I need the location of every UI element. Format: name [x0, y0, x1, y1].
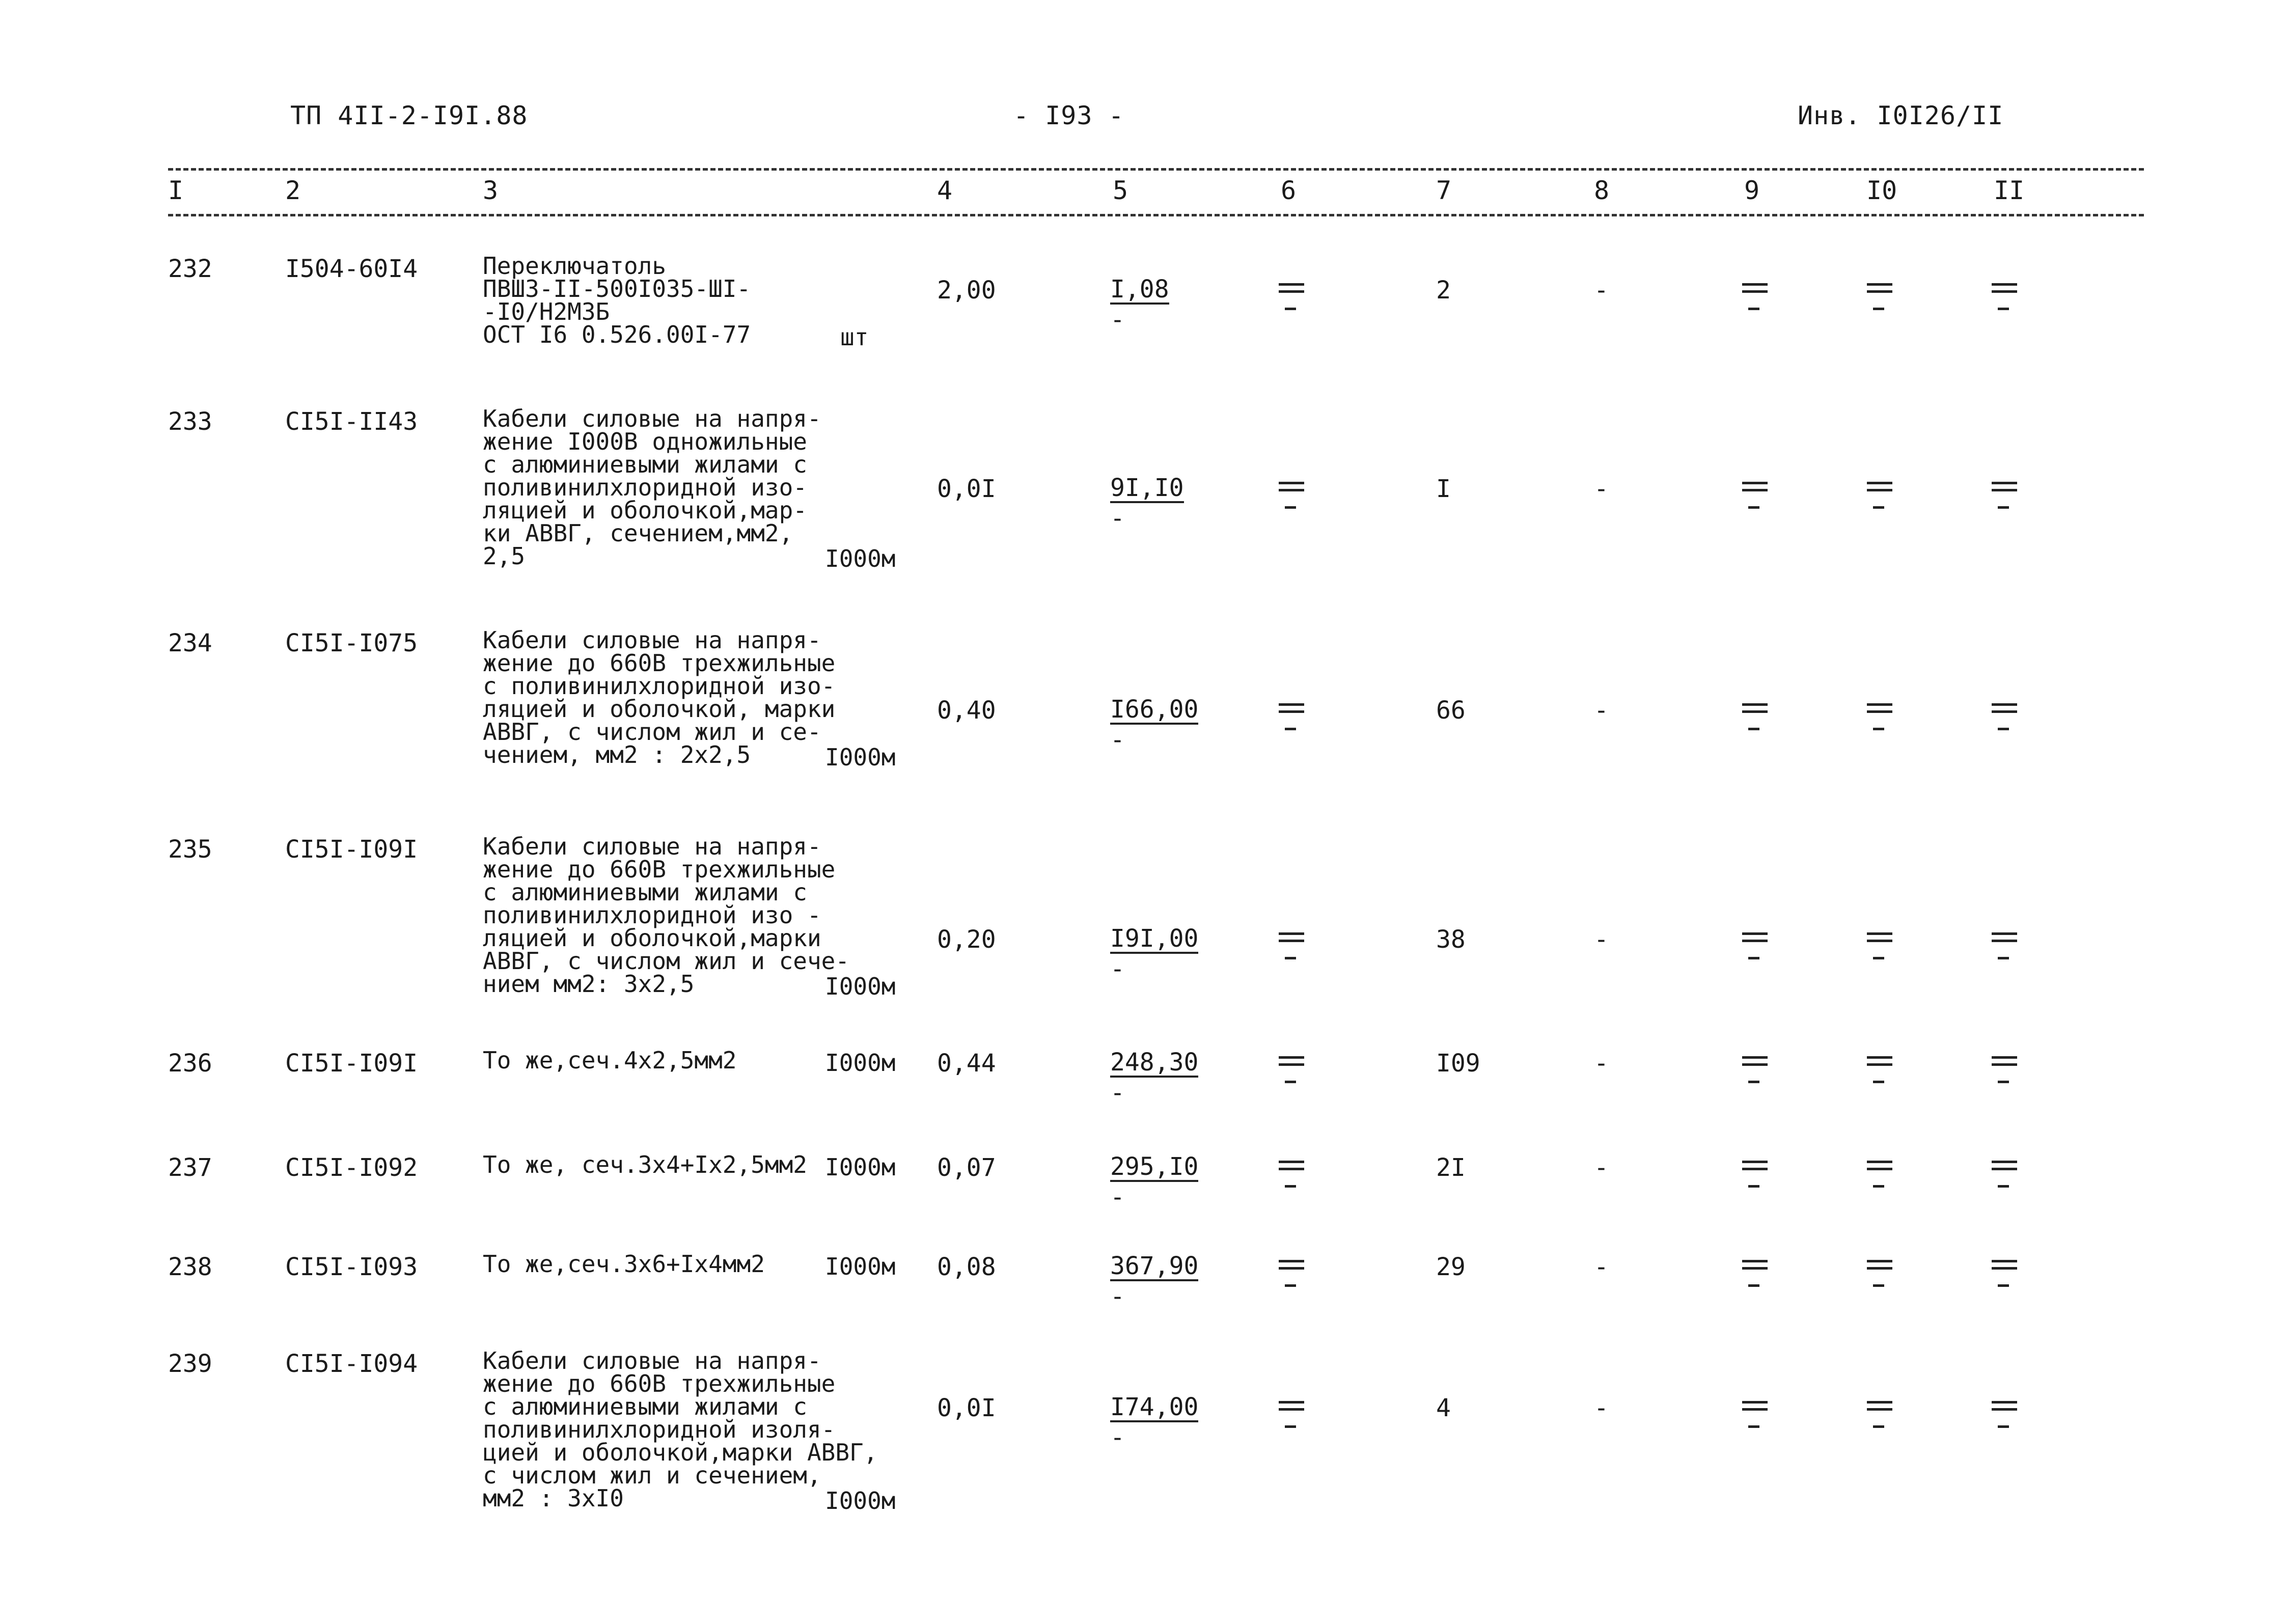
description-line: жение I000В одножильные	[483, 428, 807, 455]
description-line: с числом жил и сечением,	[483, 1462, 821, 1489]
unit-price: 248,30	[1110, 1048, 1199, 1077]
unit-price: I66,00	[1110, 695, 1199, 724]
column-number-5: 5	[1113, 176, 1128, 205]
row-number: 238	[168, 1253, 212, 1281]
item-code: СI5I-I094	[285, 1350, 418, 1378]
column-11-mark	[1989, 1049, 2019, 1085]
price-sub: -	[1110, 1282, 1125, 1311]
column-11-mark	[1989, 1394, 2019, 1429]
description-line: 2,5	[483, 542, 526, 570]
column-number-3: 3	[483, 176, 499, 205]
column-9-mark	[1739, 925, 1770, 961]
description-line: ОСТ I6 0.526.00I-77	[483, 321, 751, 348]
column-9-mark	[1739, 696, 1770, 732]
description-line: жение до 660В трехжильные	[483, 856, 836, 883]
row-number: 239	[168, 1350, 212, 1378]
description-line: жение до 660В трехжильные	[483, 649, 836, 677]
unit-price: I9I,00	[1110, 924, 1199, 953]
price-sub: -	[1110, 1079, 1125, 1107]
column-7-value: 2	[1436, 276, 1451, 305]
column-number-1: I	[168, 176, 184, 205]
column-8-value: -	[1594, 696, 1609, 725]
price-sub: -	[1110, 1183, 1125, 1212]
column-number-2: 2	[285, 176, 301, 205]
unit-price: 9I,I0	[1110, 474, 1184, 502]
item-description	[483, 835, 900, 996]
price-sub: -	[1110, 1423, 1125, 1452]
row-number: 237	[168, 1153, 212, 1182]
quantity: 0,40	[937, 696, 996, 725]
description-line: с поливинилхлоридной изо-	[483, 672, 836, 700]
unit-of-measure: I000м	[825, 1487, 896, 1515]
item-code: СI5I-II43	[285, 407, 418, 436]
column-8-value: -	[1594, 1253, 1609, 1281]
item-description	[483, 252, 900, 348]
column-10-mark	[1864, 696, 1894, 732]
description-line: поливинилхлоридной изо-	[483, 474, 807, 501]
unit-of-measure: шт	[840, 323, 869, 351]
description-line: поливинилхлоридной изо -	[483, 901, 821, 929]
unit-of-measure: I000м	[825, 545, 896, 572]
column-6-mark	[1276, 475, 1306, 510]
description-line: ляцией и оболочкой,мар-	[483, 497, 807, 524]
quantity: 2,00	[937, 276, 996, 305]
description-line: Кабели силовые на напря-	[483, 405, 821, 432]
column-10-mark	[1864, 276, 1894, 312]
item-code: I504-60I4	[285, 255, 418, 283]
description-line: АВВГ, с числом жил и се-	[483, 718, 821, 746]
column-10-mark	[1864, 1394, 1894, 1429]
description-line: То же, сеч.3х4+Iх2,5мм2	[483, 1151, 807, 1178]
description-line: нием мм2: 3х2,5	[483, 970, 695, 998]
description-line: АВВГ, с числом жил и сече-	[483, 947, 850, 975]
price-sub: -	[1110, 504, 1125, 533]
column-6-mark	[1276, 1394, 1306, 1429]
description-line: чением, мм2 : 2х2,5	[483, 741, 751, 768]
item-code: СI5I-I092	[285, 1153, 418, 1182]
item-code: СI5I-I09I	[285, 835, 418, 864]
column-11-mark	[1989, 696, 2019, 732]
header-rule-bottom	[168, 214, 2144, 216]
description-line: цией и оболочкой,марки АВВГ,	[483, 1439, 878, 1466]
price-sub: -	[1110, 726, 1125, 754]
column-number-6: 6	[1281, 176, 1297, 205]
column-7-value: 2I	[1436, 1153, 1466, 1182]
column-11-mark	[1989, 1253, 2019, 1288]
column-9-mark	[1739, 1153, 1770, 1189]
description-line: Кабели силовые на напря-	[483, 833, 821, 860]
column-10-mark	[1864, 475, 1894, 510]
column-9-mark	[1739, 276, 1770, 312]
description-line: жение до 660В трехжильные	[483, 1370, 836, 1397]
column-8-value: -	[1594, 925, 1609, 954]
description-line: ляцией и оболочкой, марки	[483, 695, 836, 723]
column-number-8: 8	[1594, 176, 1610, 205]
description-line: с алюминиевыми жилами с	[483, 1393, 807, 1420]
quantity: 0,07	[937, 1153, 996, 1182]
row-number: 234	[168, 629, 212, 657]
column-6-mark	[1276, 696, 1306, 732]
column-7-value: I09	[1436, 1049, 1480, 1078]
unit-price: I74,00	[1110, 1393, 1199, 1421]
column-6-mark	[1276, 1253, 1306, 1288]
row-number: 236	[168, 1049, 212, 1078]
unit-of-measure: I000м	[825, 973, 896, 1000]
column-9-mark	[1739, 475, 1770, 510]
column-9-mark	[1739, 1049, 1770, 1085]
document-code: ТП 4II-2-I9I.88	[290, 101, 528, 130]
column-number-7: 7	[1436, 176, 1452, 205]
description-line: с алюминиевыми жилами с	[483, 451, 807, 478]
description-line: Переключатоль	[483, 252, 667, 280]
header-rule-top	[168, 168, 2144, 171]
column-number-11: II	[1994, 176, 2025, 205]
description-line: поливинилхлоридной изоля-	[483, 1416, 836, 1443]
quantity: 0,0I	[937, 1394, 996, 1422]
column-10-mark	[1864, 1253, 1894, 1288]
description-line: Кабели силовые на напря-	[483, 626, 821, 654]
unit-price: 295,I0	[1110, 1152, 1199, 1181]
column-number-4: 4	[937, 176, 953, 205]
column-10-mark	[1864, 1153, 1894, 1189]
description-line: ПВШЗ-II-500I035-ШI-	[483, 275, 751, 302]
column-10-mark	[1864, 925, 1894, 961]
item-description	[483, 1347, 900, 1512]
price-sub: -	[1110, 955, 1125, 983]
column-8-value: -	[1594, 475, 1609, 503]
column-6-mark	[1276, 1049, 1306, 1085]
column-7-value: 29	[1436, 1253, 1466, 1281]
item-description	[483, 407, 900, 568]
description-line: ляцией и оболочкой,марки	[483, 924, 821, 952]
column-7-value: I	[1436, 475, 1451, 503]
column-11-mark	[1989, 276, 2019, 312]
column-7-value: 38	[1436, 925, 1466, 954]
unit-price: I,08	[1110, 275, 1169, 304]
quantity: 0,0I	[937, 475, 996, 503]
inventory-number: Инв. I0I26/II	[1798, 101, 2004, 130]
column-11-mark	[1989, 1153, 2019, 1189]
column-10-mark	[1864, 1049, 1894, 1085]
column-11-mark	[1989, 925, 2019, 961]
column-11-mark	[1989, 475, 2019, 510]
item-code: СI5I-I093	[285, 1253, 418, 1281]
quantity: 0,44	[937, 1049, 996, 1078]
row-number: 232	[168, 255, 212, 283]
row-number: 235	[168, 835, 212, 864]
column-number-9: 9	[1744, 176, 1760, 205]
column-7-value: 66	[1436, 696, 1466, 725]
price-sub: -	[1110, 306, 1125, 334]
column-8-value: -	[1594, 1153, 1609, 1182]
column-8-value: -	[1594, 1049, 1609, 1078]
quantity: 0,20	[937, 925, 996, 954]
description-line: То же,сеч.4х2,5мм2	[483, 1047, 737, 1074]
quantity: 0,08	[937, 1253, 996, 1281]
unit-price: 367,90	[1110, 1252, 1199, 1280]
description-line: Кабели силовые на напря-	[483, 1347, 821, 1374]
page-number: - I93 -	[1013, 101, 1124, 130]
column-9-mark	[1739, 1253, 1770, 1288]
item-code: СI5I-I09I	[285, 1049, 418, 1078]
column-8-value: -	[1594, 276, 1609, 305]
column-number-10: I0	[1866, 176, 1897, 205]
unit-of-measure: I000м	[825, 1153, 896, 1181]
column-6-mark	[1276, 925, 1306, 961]
unit-of-measure: I000м	[825, 744, 896, 771]
item-code: СI5I-I075	[285, 629, 418, 657]
description-line: с алюминиевыми жилами с	[483, 878, 807, 906]
description-line: -I0/Н2МЗБ	[483, 298, 610, 325]
description-line: мм2 : 3хI0	[483, 1484, 624, 1512]
column-6-mark	[1276, 1153, 1306, 1189]
unit-of-measure: I000м	[825, 1049, 896, 1077]
column-8-value: -	[1594, 1394, 1609, 1422]
row-number: 233	[168, 407, 212, 436]
unit-of-measure: I000м	[825, 1253, 896, 1280]
column-9-mark	[1739, 1394, 1770, 1429]
description-line: ки АВВГ, сечением,мм2,	[483, 519, 793, 547]
column-6-mark	[1276, 276, 1306, 312]
column-7-value: 4	[1436, 1394, 1451, 1422]
description-line: То же,сеч.3х6+Iх4мм2	[483, 1250, 765, 1278]
